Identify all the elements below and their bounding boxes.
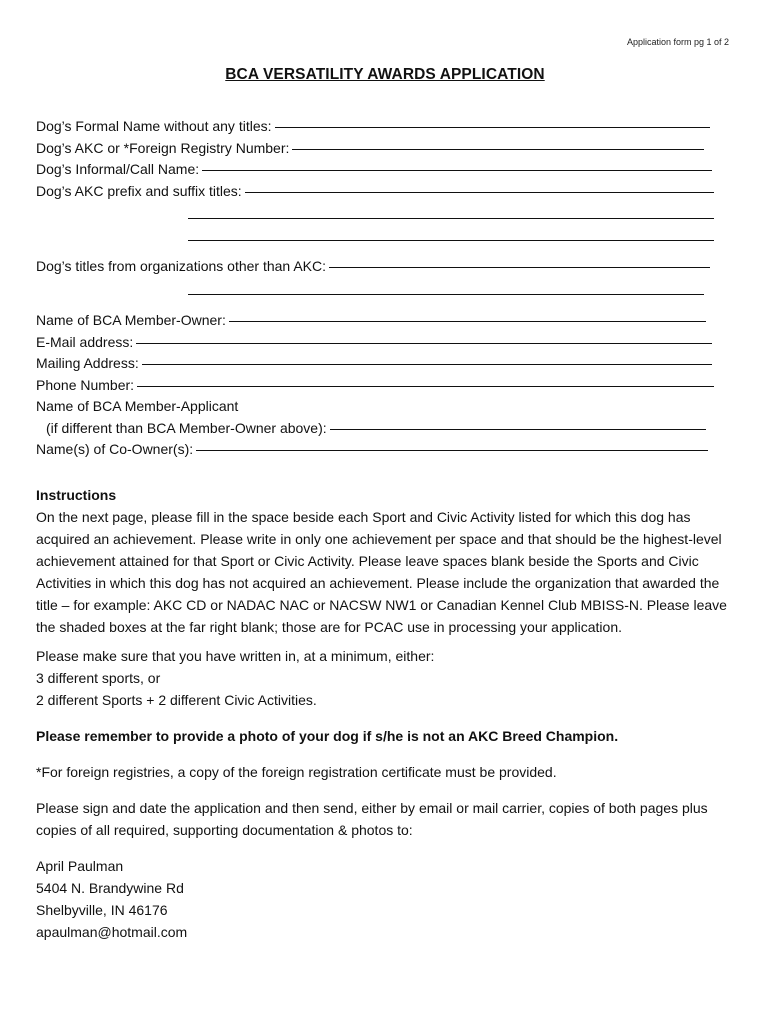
other-titles-continuation[interactable] bbox=[36, 278, 716, 300]
call-name-label: Dog’s Informal/Call Name: bbox=[36, 161, 200, 177]
applicant-note-label: (if different than BCA Member-Owner above): bbox=[46, 419, 327, 436]
co-owners-label: Name(s) of Co-Owner(s): bbox=[36, 441, 194, 457]
co-owners-field[interactable] bbox=[36, 439, 708, 461]
address-city: Shelbyville, IN 46176 bbox=[36, 902, 168, 918]
minimum-intro: Please make sure that you have written in, at a minimum, either: bbox=[36, 648, 435, 664]
instructions-section bbox=[36, 484, 736, 943]
prefix-suffix-label: Dog’s AKC prefix and suffix titles: bbox=[36, 182, 242, 199]
applicant-name-field[interactable] bbox=[36, 418, 706, 440]
akc-number-label: Dog’s AKC or *Foreign Registry Number: bbox=[36, 139, 290, 156]
minimum-option-1: 3 different sports, or bbox=[36, 670, 161, 686]
call-name-field[interactable] bbox=[36, 159, 712, 181]
applicant-name-row bbox=[36, 396, 716, 418]
other-titles-label: Dog’s titles from organizations other than AKC: bbox=[36, 258, 327, 274]
mailing-address-field[interactable] bbox=[36, 353, 712, 375]
mailing-address-label: Mailing Address: bbox=[36, 355, 139, 371]
akc-number-field[interactable] bbox=[36, 138, 704, 160]
mailing-address-block bbox=[36, 855, 736, 943]
minimum-option-2: 2 different Sports + 2 different Civic Activities. bbox=[36, 692, 317, 708]
instructions-heading: Instructions bbox=[36, 487, 117, 503]
instructions-paragraph: On the next page, please fill in the space beside each Sport and Civic Activity listed for which this dog has acquired an achievement. Please write in only one achievement per space and that should be the highest-level achievement attained for that Sport or Civic Activity. Please leave spaces blank beside the Sports and Civic Activities in which this dog has not acquired an achievement. Please include the organization that awarded the title – for example: AKC CD or NADAC NAC or NACSW NW1 or Canadian Kennel Club MBISS-N. Please leave the shaded boxes at the far right blank; those are for PCAC use in processing your application. bbox=[36, 509, 727, 635]
page-title: BCA VERSATILITY AWARDS APPLICATION bbox=[225, 66, 545, 83]
page-number-label: Application form pg 1 of 2 bbox=[626, 37, 729, 47]
formal-name-label: Dog’s Formal Name without any titles: bbox=[36, 118, 272, 134]
address-name: April Paulman bbox=[36, 858, 124, 874]
foreign-registry-note: *For foreign registries, a copy of the foreign registration certificate must be provided. bbox=[36, 764, 557, 780]
phone-field[interactable] bbox=[36, 375, 714, 397]
address-street: 5404 N. Brandywine Rd bbox=[36, 880, 184, 896]
owner-name-label: Name of BCA Member-Owner: bbox=[36, 312, 226, 328]
address-email[interactable]: apaulman@hotmail.com bbox=[36, 924, 188, 940]
email-field[interactable] bbox=[36, 332, 712, 354]
prefix-suffix-continuation-1[interactable] bbox=[36, 202, 716, 224]
email-label: E-Mail address: bbox=[36, 333, 134, 350]
applicant-name-label: Name of BCA Member-Applicant bbox=[36, 398, 239, 414]
phone-label: Phone Number: bbox=[36, 376, 135, 393]
photo-note: Please remember to provide a photo of your dog if s/he is not an AKC Breed Champion. bbox=[36, 728, 619, 744]
other-titles-field[interactable] bbox=[36, 256, 710, 278]
dog-info-fields bbox=[36, 116, 716, 461]
owner-name-field[interactable] bbox=[36, 310, 706, 332]
prefix-suffix-continuation-2[interactable] bbox=[36, 224, 716, 246]
formal-name-field[interactable] bbox=[36, 116, 710, 138]
prefix-suffix-field[interactable] bbox=[36, 181, 714, 203]
send-instructions: Please sign and date the application and then send, either by email or mail carrier, copies of both pages plus copies of all required, supporting documentation & photos to: bbox=[36, 800, 708, 838]
